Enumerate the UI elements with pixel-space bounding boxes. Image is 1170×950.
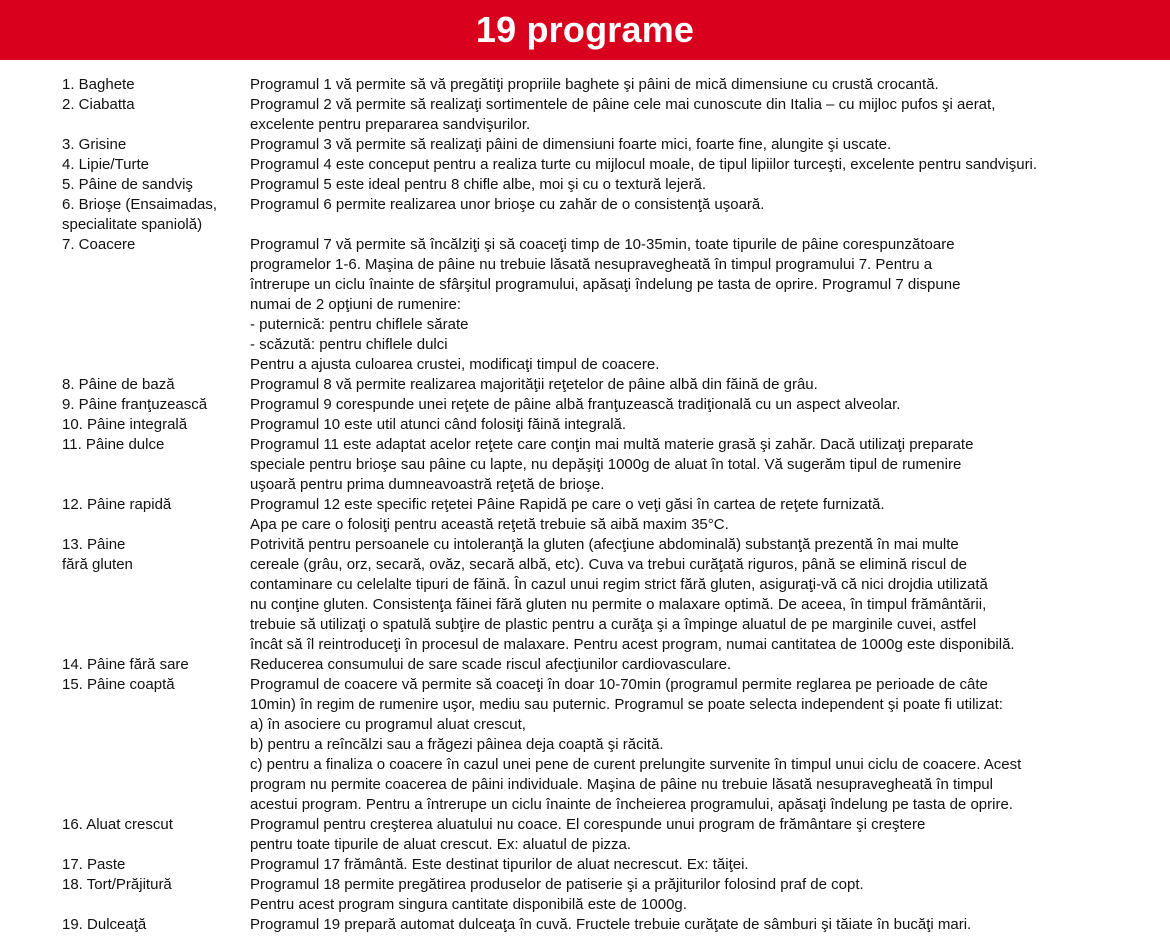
program-name: 15. Pâine coaptă [62,676,175,693]
program-description: Programul de coacere vă permite să coaceţi în doar 10-70min (programul permite reglarea pe perioade de câte 10min) în regim de rumenire uşor, mediu sau puternic. Programul se poate selecta independent şi poate fi utilizat: a) în asociere cu programul aluat crescut, b) pentru a reîncălzi sau a frăgezi pâinea deja coaptă şi răcită. c) pentru a finaliza o coacere în cazul unei pene de curent prelungite survenite în timpul unui ciclu de coacere. Acest program nu permite coacerea de pâini individuale. Maşina de pâine nu trebuie lăsată nesupravegheată în timpul acestui program. Pentru a întrerupe un ciclu înainte de încheierea programului, apăsaţi îndelung pe tasta de oprire. [250,676,1022,813]
program-name: 16. Aluat crescut [62,816,173,833]
program-row [62,135,1162,155]
program-description: Programul 1 vă permite să vă pregătiţi propriile baghete şi pâini de mică dimensiune cu crustă crocantă. [250,76,939,93]
program-name: 6. Brioşe (Ensaimadas, specialitate spaniolă) [62,196,218,233]
program-row [62,155,1162,175]
program-description: Programul 17 frământă. Este destinat tipurilor de aluat necrescut. Ex: tăiţei. [250,856,749,873]
program-name: 18. Tort/Prăjitură [62,876,172,893]
page-header [0,0,1170,60]
program-description: Programul 5 este ideal pentru 8 chifle albe, moi şi cu o textură lejeră. [250,176,707,193]
program-row [62,395,1162,415]
program-row [62,855,1162,875]
program-name: 9. Pâine franţuzească [62,396,208,413]
program-name: 19. Dulceaţă [62,916,147,933]
program-row [62,675,1162,815]
program-description: Programul 7 vă permite să încălziţi şi să coaceţi timp de 10-35min, toate tipurile de pâine corespunzătoare programelor 1-6. Maşina de pâine nu trebuie lăsată nesupravegheată în timpul programului 7. Pentru a întrerupe un ciclu înainte de sfârşitul programului, apăsaţi îndelung pe tasta de oprire. Programul 7 dispune numai de 2 opţiuni de rumenire: - puternică: pentru chiflele sărate - scăzută: pentru chiflele dulci Pentru a ajusta culoarea crustei, modificaţi timpul de coacere. [250,236,961,373]
program-name: 11. Pâine dulce [62,436,165,453]
program-name: 1. Baghete [62,76,135,93]
program-description: Programul 9 corespunde unei reţete de pâine albă franţuzească tradiţională cu un aspect alveolar. [250,396,901,413]
page-title: 19 programe [475,9,695,50]
program-name: 17. Paste [62,856,126,873]
program-name: 7. Coacere [62,236,136,253]
program-name: 14. Pâine fără sare [62,656,189,673]
program-name: 2. Ciabatta [62,96,135,113]
program-name: 13. Pâine fără gluten [62,536,133,573]
program-name: 3. Grisine [62,136,127,153]
program-name: 10. Pâine integrală [62,416,188,433]
program-name: 5. Pâine de sandviş [62,176,193,193]
program-name: 12. Pâine rapidă [62,496,172,513]
program-row [62,235,1162,375]
program-name: 4. Lipie/Turte [62,156,149,173]
program-description: Potrivită pentru persoanele cu intoleranţă la gluten (afecţiune abdominală) substanţă prezentă în mai multe cereale (grâu, orz, secară, ovăz, secară albă, etc). Cuva va trebui curăţată riguros, până se elimină riscul de contaminare cu celelalte tipuri de făină. În cazul unui regim strict fără gluten, asiguraţi-vă că nici drojdia utilizată nu conţine gluten. Consistenţa făinei fără gluten nu permite o malaxare optimă. De aceea, în timpul frământării, trebuie să utilizaţi o spatulă subţire de plastic pentru a curăţa şi a împinge aluatul de pe marginile cuvei, astfel încât să îl reintroduceţi în procesul de malaxare. Pentru acest program, numai cantitatea de 1000g este disponibilă. [250,536,1015,653]
program-description: Programul pentru creşterea aluatului nu coace. El corespunde unui program de frământare şi creştere pentru toate tipurile de aluat crescut. Ex: aluatul de pizza. [250,816,926,853]
program-row [62,95,1162,135]
program-row [62,75,1162,95]
program-row [62,375,1162,395]
program-description: Programul 2 vă permite să realizaţi sortimentele de pâine cele mai cunoscute din Italia – cu mijloc pufos şi aerat, excelente pentru prepararea sandvişurilor. [250,96,996,133]
program-description: Programul 3 vă permite să realizaţi pâini de dimensiuni foarte mici, foarte fine, alungite şi uscate. [250,136,892,153]
program-description: Programul 11 este adaptat acelor reţete care conţin mai multă materie grasă şi zahăr. Dacă utilizaţi preparate speciale pentru brioşe sau pâine cu lapte, nu depăşiţi 1000g de aluat în total. Vă sugerăm tipul de rumenire uşoară pentru prima dumneavoastră reţetă de brioşe. [250,436,974,493]
program-row [62,195,1162,235]
program-name: 8. Pâine de bază [62,376,175,393]
program-description: Programul 4 este conceput pentru a realiza turte cu mijlocul moale, de tipul lipiilor turceşti, excelente pentru sandvişuri. [250,156,1038,173]
program-row [62,435,1162,495]
program-row [62,495,1162,535]
program-row [62,415,1162,435]
program-description: Programul 12 este specific reţetei Pâine Rapidă pe care o veţi găsi în cartea de reţete furnizată. Apa pe care o folosiţi pentru această reţetă trebuie să aibă maxim 35°C. [250,496,885,533]
program-description: Programul 18 permite pregătirea produselor de patiserie şi a prăjiturilor folosind praf de copt. Pentru acest program singura cantitate disponibilă este de 1000g. [250,876,864,913]
program-row [62,815,1162,855]
program-description: Programul 8 vă permite realizarea majorităţii reţetelor de pâine albă din făină de grâu. [250,376,818,393]
program-row [62,875,1162,915]
program-row [62,655,1162,675]
program-description: Programul 6 permite realizarea unor brioşe cu zahăr de o consistenţă uşoară. [250,196,765,213]
program-row [62,535,1162,655]
program-description: Programul 10 este util atunci când folosiţi făină integrală. [250,416,627,433]
program-list [62,75,1162,935]
program-description: Programul 19 prepară automat dulceaţa în cuvă. Fructele trebuie curăţate de sâmburi şi tăiate în bucăţi mari. [250,916,972,933]
program-row [62,915,1162,935]
program-description: Reducerea consumului de sare scade riscul afecţiunilor cardiovasculare. [250,656,732,673]
program-row [62,175,1162,195]
